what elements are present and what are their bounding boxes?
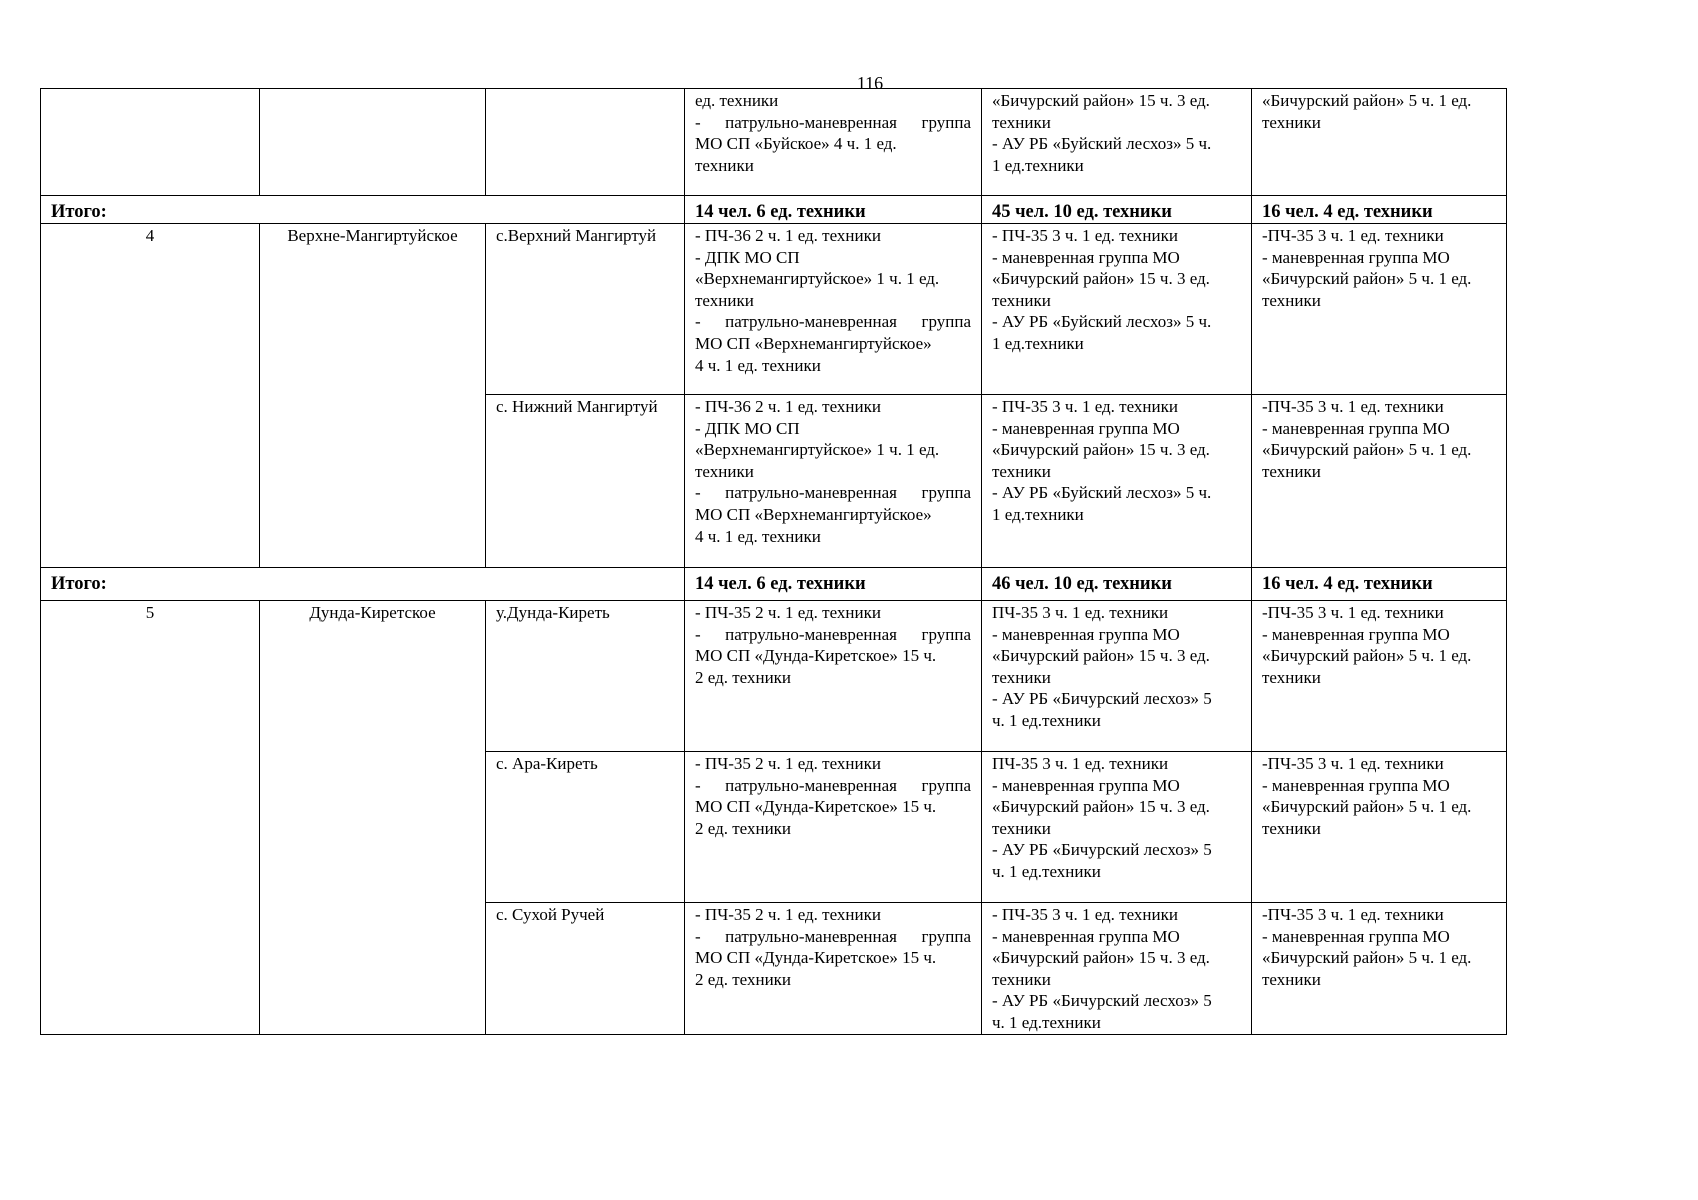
cell-col5: [982, 903, 1252, 1035]
cell-settlement: у.Дунда-Киреть: [486, 601, 685, 752]
cell-text-line: МО СП «Верхнемангиртуйское»: [695, 333, 932, 353]
cell-text-line: 2 ед. техники: [695, 667, 792, 687]
cell-text-line: МО СП «Верхнемангиртуйское»: [695, 504, 932, 524]
cell-text-line: техники: [695, 290, 754, 310]
cell-text-line: - АУ РБ «Буйский лесхоз» 5 ч.: [992, 134, 1212, 154]
cell-text-line: техники: [1262, 290, 1321, 310]
cell-text-line: -ПЧ-35 3 ч. 1 ед. техники: [1262, 603, 1444, 622]
cell-col6: [1252, 903, 1507, 1035]
cell-col5: [982, 89, 1252, 196]
forces-table: [40, 88, 1507, 1035]
cell-text-line: - маневренная группа МО: [992, 418, 1180, 438]
cell-settlement: [486, 89, 685, 196]
cell-text-line: «Бичурский район» 15 ч. 3 ед.: [992, 91, 1210, 110]
cell-text-line: «Бичурский район» 5 ч. 1 ед.: [1262, 91, 1472, 110]
cell-text-line: ч. 1 ед.техники: [992, 1012, 1101, 1032]
total-row: [41, 568, 1507, 601]
cell-col4: [685, 89, 982, 196]
cell-text-line: - ПЧ-36 2 ч. 1 ед. техники: [695, 397, 881, 416]
cell-municipality: Дунда-Киретское: [260, 601, 486, 1035]
cell-text-line: - маневренная группа МО: [1262, 775, 1450, 795]
cell-settlement: с. Нижний Мангиртуй: [486, 395, 685, 568]
cell-text-line: техники: [992, 969, 1051, 989]
cell-text-line: техники: [992, 461, 1051, 481]
cell-text-line: техники: [695, 461, 754, 481]
cell-text-line: техники: [1262, 969, 1321, 989]
cell-col6: [1252, 89, 1507, 196]
cell-number: 4: [41, 224, 260, 568]
total-label: Итого:: [41, 568, 685, 601]
cell-text-line: «Бичурский район» 5 ч. 1 ед.: [1262, 646, 1472, 666]
cell-text-line: 1 ед.техники: [992, 504, 1084, 524]
cell-text-line: - маневренная группа МО: [992, 247, 1180, 267]
cell-text-line: - ПЧ-35 2 ч. 1 ед. техники: [695, 754, 881, 773]
cell-text-line: - патрульно-маневренная группа: [695, 483, 971, 503]
cell-col5: [982, 395, 1252, 568]
cell-text-line: «Верхнемангиртуйское» 1 ч. 1 ед.: [695, 269, 940, 289]
cell-text-line: 2 ед. техники: [695, 969, 792, 989]
cell-text-line: техники: [1262, 818, 1321, 838]
cell-text-line: ч. 1 ед.техники: [992, 710, 1101, 730]
cell-text-line: -ПЧ-35 3 ч. 1 ед. техники: [1262, 397, 1444, 416]
cell-text-line: - ПЧ-36 2 ч. 1 ед. техники: [695, 226, 881, 245]
cell-text-line: ПЧ-35 3 ч. 1 ед. техники: [992, 754, 1169, 773]
cell-text-line: - ПЧ-35 2 ч. 1 ед. техники: [695, 603, 881, 622]
cell-text-line: «Бичурский район» 15 ч. 3 ед.: [992, 269, 1210, 289]
cell-text-line: - ПЧ-35 3 ч. 1 ед. техники: [992, 905, 1178, 924]
cell-col5: [982, 752, 1252, 903]
cell-text-line: - АУ РБ «Буйский лесхоз» 5 ч.: [992, 483, 1212, 503]
cell-text-line: 1 ед.техники: [992, 155, 1084, 175]
cell-text-line: - маневренная группа МО: [1262, 247, 1450, 267]
table-row-continued: [41, 89, 1507, 196]
cell-text-line: 2 ед. техники: [695, 818, 792, 838]
cell-text-line: - патрульно-маневренная группа: [695, 624, 971, 644]
cell-text-line: - ПЧ-35 3 ч. 1 ед. техники: [992, 397, 1178, 416]
cell-text-line: МО СП «Дунда-Киретское» 15 ч.: [695, 948, 937, 968]
cell-municipality: Верхне-Мангиртуйское: [260, 224, 486, 568]
cell-text-line: - маневренная группа МО: [992, 624, 1180, 644]
cell-text-line: - ПЧ-35 2 ч. 1 ед. техники: [695, 905, 881, 924]
cell-col6: [1252, 224, 1507, 395]
cell-text-line: - АУ РБ «Бичурский лесхоз» 5: [992, 991, 1212, 1011]
cell-settlement: с.Верхний Мангиртуй: [486, 224, 685, 395]
page-number: 116: [856, 73, 884, 93]
cell-text-line: - патрульно-маневренная группа: [695, 926, 971, 946]
cell-col4: [685, 395, 982, 568]
cell-text-line: 4 ч. 1 ед. техники: [695, 355, 821, 375]
cell-number: 5: [41, 601, 260, 1035]
cell-text-line: - АУ РБ «Буйский лесхоз» 5 ч.: [992, 312, 1212, 332]
cell-col6: [1252, 395, 1507, 568]
cell-col4: [685, 224, 982, 395]
cell-text-line: 1 ед.техники: [992, 333, 1084, 353]
cell-text-line: - АУ РБ «Бичурский лесхоз» 5: [992, 689, 1212, 709]
total-col4: 14 чел. 6 ед. техники: [685, 196, 982, 224]
cell-text-line: «Бичурский район» 15 ч. 3 ед.: [992, 646, 1210, 666]
cell-text-line: ПЧ-35 3 ч. 1 ед. техники: [992, 603, 1169, 622]
cell-text-line: - ДПК МО СП: [695, 418, 800, 438]
cell-text-line: - АУ РБ «Бичурский лесхоз» 5: [992, 840, 1212, 860]
cell-col5: [982, 224, 1252, 395]
cell-text-line: -ПЧ-35 3 ч. 1 ед. техники: [1262, 905, 1444, 924]
cell-col4: [685, 903, 982, 1035]
cell-col4: [685, 752, 982, 903]
cell-text-line: - ДПК МО СП: [695, 247, 800, 267]
cell-text-line: техники: [992, 818, 1051, 838]
cell-text-line: - маневренная группа МО: [1262, 418, 1450, 438]
cell-text-line: - патрульно-маневренная группа: [695, 312, 971, 332]
total-col4: 14 чел. 6 ед. техники: [685, 568, 982, 601]
cell-text-line: 4 ч. 1 ед. техники: [695, 526, 821, 546]
cell-text-line: ч. 1 ед.техники: [992, 861, 1101, 881]
cell-text-line: - ПЧ-35 3 ч. 1 ед. техники: [992, 226, 1178, 245]
table-row: [41, 601, 1507, 752]
cell-text-line: «Бичурский район» 5 ч. 1 ед.: [1262, 797, 1472, 817]
cell-text-line: «Бичурский район» 5 ч. 1 ед.: [1262, 269, 1472, 289]
cell-text-line: техники: [992, 290, 1051, 310]
cell-text-line: - маневренная группа МО: [992, 926, 1180, 946]
cell-settlement: с. Ара-Киреть: [486, 752, 685, 903]
cell-text-line: «Бичурский район» 15 ч. 3 ед.: [992, 948, 1210, 968]
cell-text-line: - патрульно-маневренная группа: [695, 112, 971, 132]
cell-text-line: МО СП «Дунда-Киретское» 15 ч.: [695, 646, 937, 666]
cell-col5: [982, 601, 1252, 752]
cell-col6: [1252, 752, 1507, 903]
cell-text-line: техники: [992, 667, 1051, 687]
table-row: [41, 224, 1507, 395]
cell-municipality: [260, 89, 486, 196]
cell-text-line: техники: [695, 155, 754, 175]
total-col6: 16 чел. 4 ед. техники: [1252, 196, 1507, 224]
cell-col6: [1252, 601, 1507, 752]
cell-text-line: -ПЧ-35 3 ч. 1 ед. техники: [1262, 754, 1444, 773]
cell-text-line: техники: [1262, 461, 1321, 481]
total-col5: 45 чел. 10 ед. техники: [982, 196, 1252, 224]
cell-text-line: МО СП «Дунда-Киретское» 15 ч.: [695, 797, 937, 817]
total-label: Итого:: [41, 196, 685, 224]
cell-text-line: -ПЧ-35 3 ч. 1 ед. техники: [1262, 226, 1444, 245]
cell-text-line: техники: [992, 112, 1051, 132]
cell-text-line: «Верхнемангиртуйское» 1 ч. 1 ед.: [695, 440, 940, 460]
cell-text-line: «Бичурский район» 5 ч. 1 ед.: [1262, 440, 1472, 460]
total-col5: 46 чел. 10 ед. техники: [982, 568, 1252, 601]
cell-text-line: МО СП «Буйское» 4 ч. 1 ед.: [695, 134, 897, 154]
cell-text-line: ед. техники: [695, 91, 779, 110]
cell-settlement: с. Сухой Ручей: [486, 903, 685, 1035]
cell-text-line: - маневренная группа МО: [992, 775, 1180, 795]
cell-text-line: техники: [1262, 667, 1321, 687]
cell-text-line: «Бичурский район» 15 ч. 3 ед.: [992, 797, 1210, 817]
cell-text-line: - патрульно-маневренная группа: [695, 775, 971, 795]
cell-text-line: - маневренная группа МО: [1262, 624, 1450, 644]
cell-number: [41, 89, 260, 196]
cell-text-line: «Бичурский район» 5 ч. 1 ед.: [1262, 948, 1472, 968]
total-col6: 16 чел. 4 ед. техники: [1252, 568, 1507, 601]
cell-col4: [685, 601, 982, 752]
cell-text-line: - маневренная группа МО: [1262, 926, 1450, 946]
cell-text-line: техники: [1262, 112, 1321, 132]
cell-text-line: «Бичурский район» 15 ч. 3 ед.: [992, 440, 1210, 460]
total-row: [41, 196, 1507, 224]
